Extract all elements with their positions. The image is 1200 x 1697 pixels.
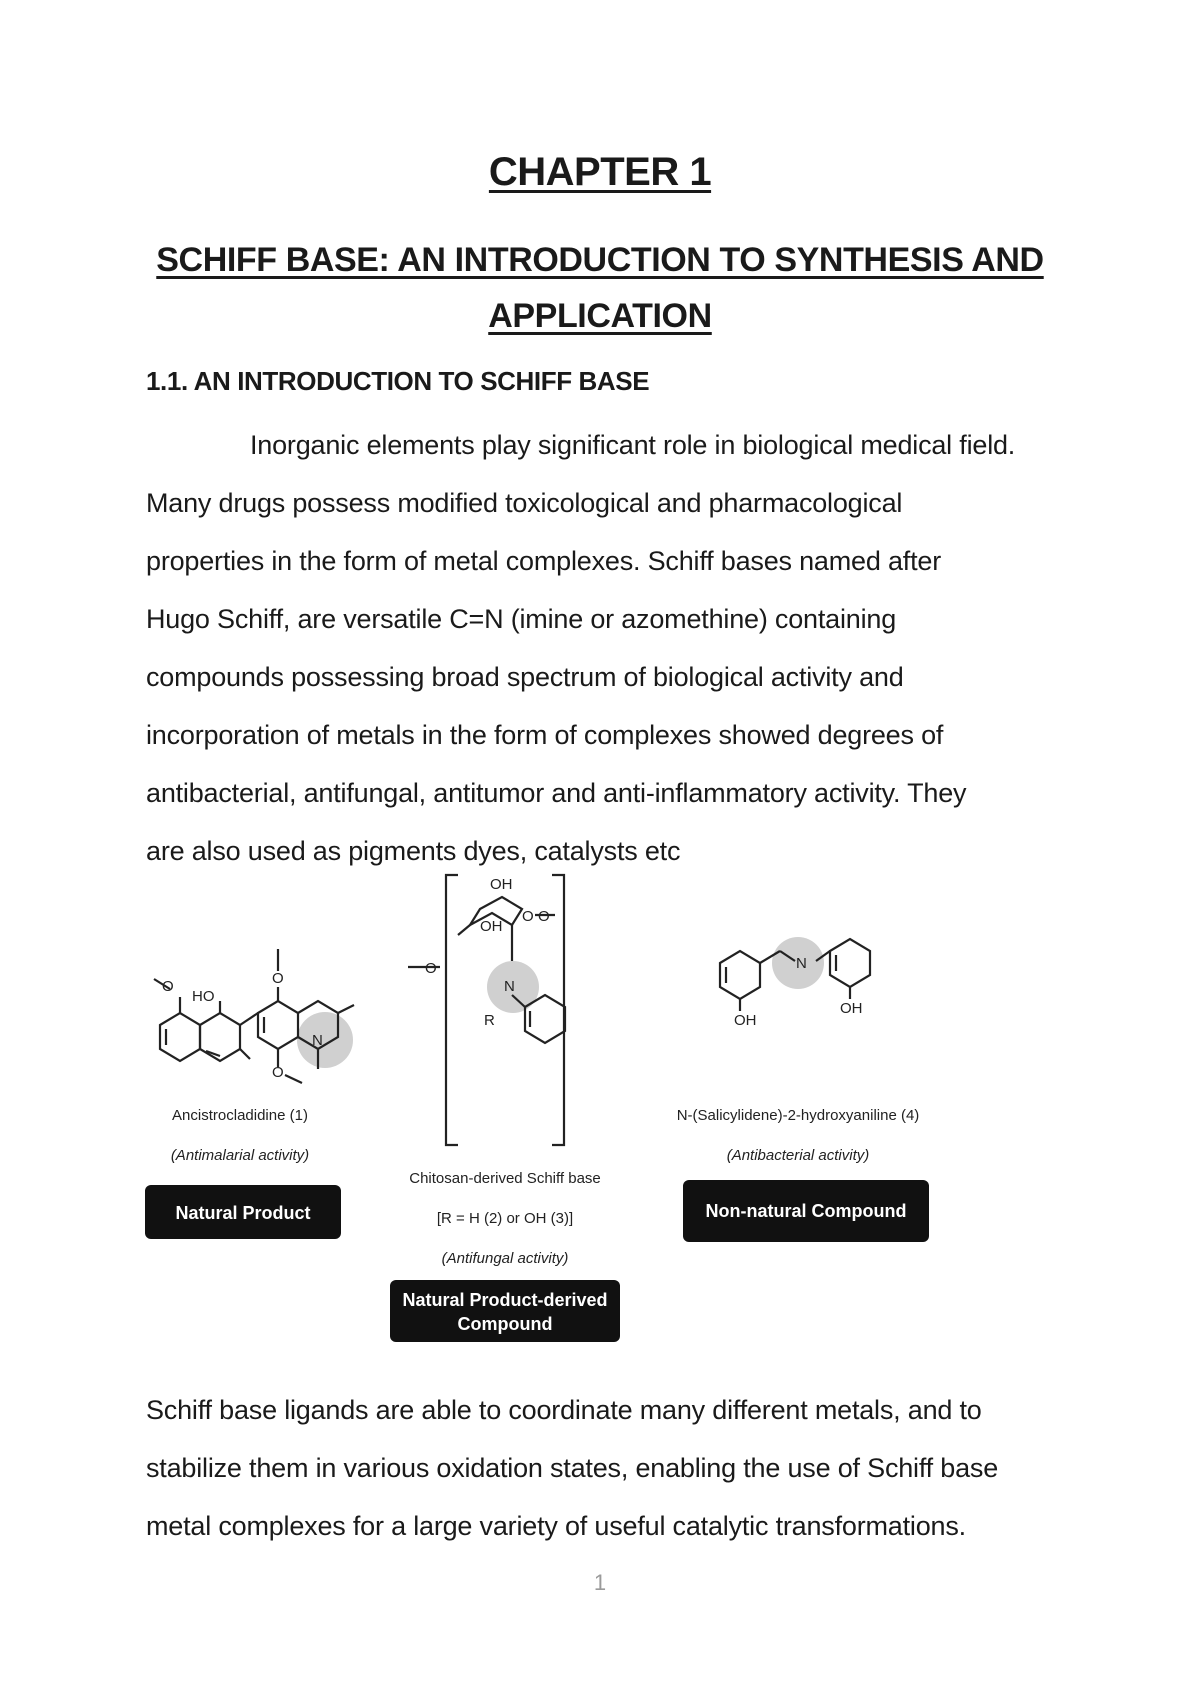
atom-label: O	[522, 908, 534, 925]
chapter-title	[0, 232, 1200, 344]
chapter-title-line-2: APPLICATION	[488, 297, 712, 335]
paragraph-1-line: Many drugs possess modified toxicological and pharmacological	[146, 488, 903, 518]
compound-4-activity: (Antibacterial activity)	[726, 1147, 870, 1164]
atom-label: N	[504, 978, 515, 995]
paragraph-1-line: Hugo Schiff, are versatile C=N (imine or azomethine) containing	[146, 604, 897, 634]
atom-label: OH	[490, 876, 513, 893]
paragraph-1-line: Inorganic elements play significant role in biological medical field.	[250, 430, 1016, 460]
compound-2-r-group: [R = H (2) or OH (3)]	[436, 1210, 574, 1227]
paragraph-2-line: stabilize them in various oxidation states, enabling the use of Schiff base	[146, 1453, 999, 1483]
paragraph-1-line: properties in the form of metal complexes. Schiff bases named after	[146, 546, 941, 576]
atom-label: N	[796, 955, 807, 972]
natural-product-badge-label: Natural Product	[175, 1203, 311, 1223]
paragraph-1-line: antibacterial, antifungal, antitumor and anti-inflammatory activity. They	[146, 778, 967, 808]
atom-label: O	[162, 978, 174, 995]
chapter-heading: CHAPTER 1	[488, 150, 712, 194]
atom-label: HO	[192, 988, 215, 1005]
schiff-base-figure	[140, 876, 1060, 1385]
atom-label: OH	[480, 918, 503, 935]
atom-label: N	[312, 1032, 323, 1049]
atom-label: OH	[840, 1000, 863, 1017]
compound-2-name: Chitosan-derived Schiff base	[409, 1170, 601, 1187]
page-number: 1	[593, 1570, 607, 1595]
paragraph-2-line: metal complexes for a large variety of useful catalytic transformations.	[146, 1511, 966, 1541]
atom-label: O	[538, 908, 550, 925]
natural-product-derived-badge-label-2: Compound	[457, 1314, 553, 1334]
compound-1-activity: (Antimalarial activity)	[170, 1147, 310, 1164]
atom-label: O	[272, 1064, 284, 1081]
paragraph-1-line: incorporation of metals in the form of complexes showed degrees of	[146, 720, 944, 750]
section-heading: 1.1. AN INTRODUCTION TO SCHIFF BASE	[146, 366, 650, 396]
compound-4-name: N-(Salicylidene)-2-hydroxyaniline (4)	[676, 1107, 920, 1124]
compound-1-name: Ancistrocladidine (1)	[172, 1107, 308, 1124]
atom-label: OH	[734, 1012, 757, 1029]
ancistrocladidine-structure	[154, 949, 354, 1083]
atom-label: O	[272, 970, 284, 987]
atom-label: R	[484, 1012, 495, 1029]
chapter-title-line-1: SCHIFF BASE: AN INTRODUCTION TO SYNTHESIS AND	[156, 241, 1044, 279]
atom-label: O	[425, 960, 437, 977]
compound-2-activity: (Antifungal activity)	[441, 1250, 569, 1267]
non-natural-compound-badge-label: Non-natural Compound	[705, 1201, 907, 1221]
paragraph-2-line: Schiff base ligands are able to coordinate many different metals, and to	[146, 1395, 982, 1425]
natural-product-derived-badge-label-1: Natural Product-derived	[402, 1290, 608, 1310]
paragraph-1-line: are also used as pigments dyes, catalysts etc	[146, 836, 681, 866]
paragraph-1-line: compounds possessing broad spectrum of biological activity and	[146, 662, 904, 692]
